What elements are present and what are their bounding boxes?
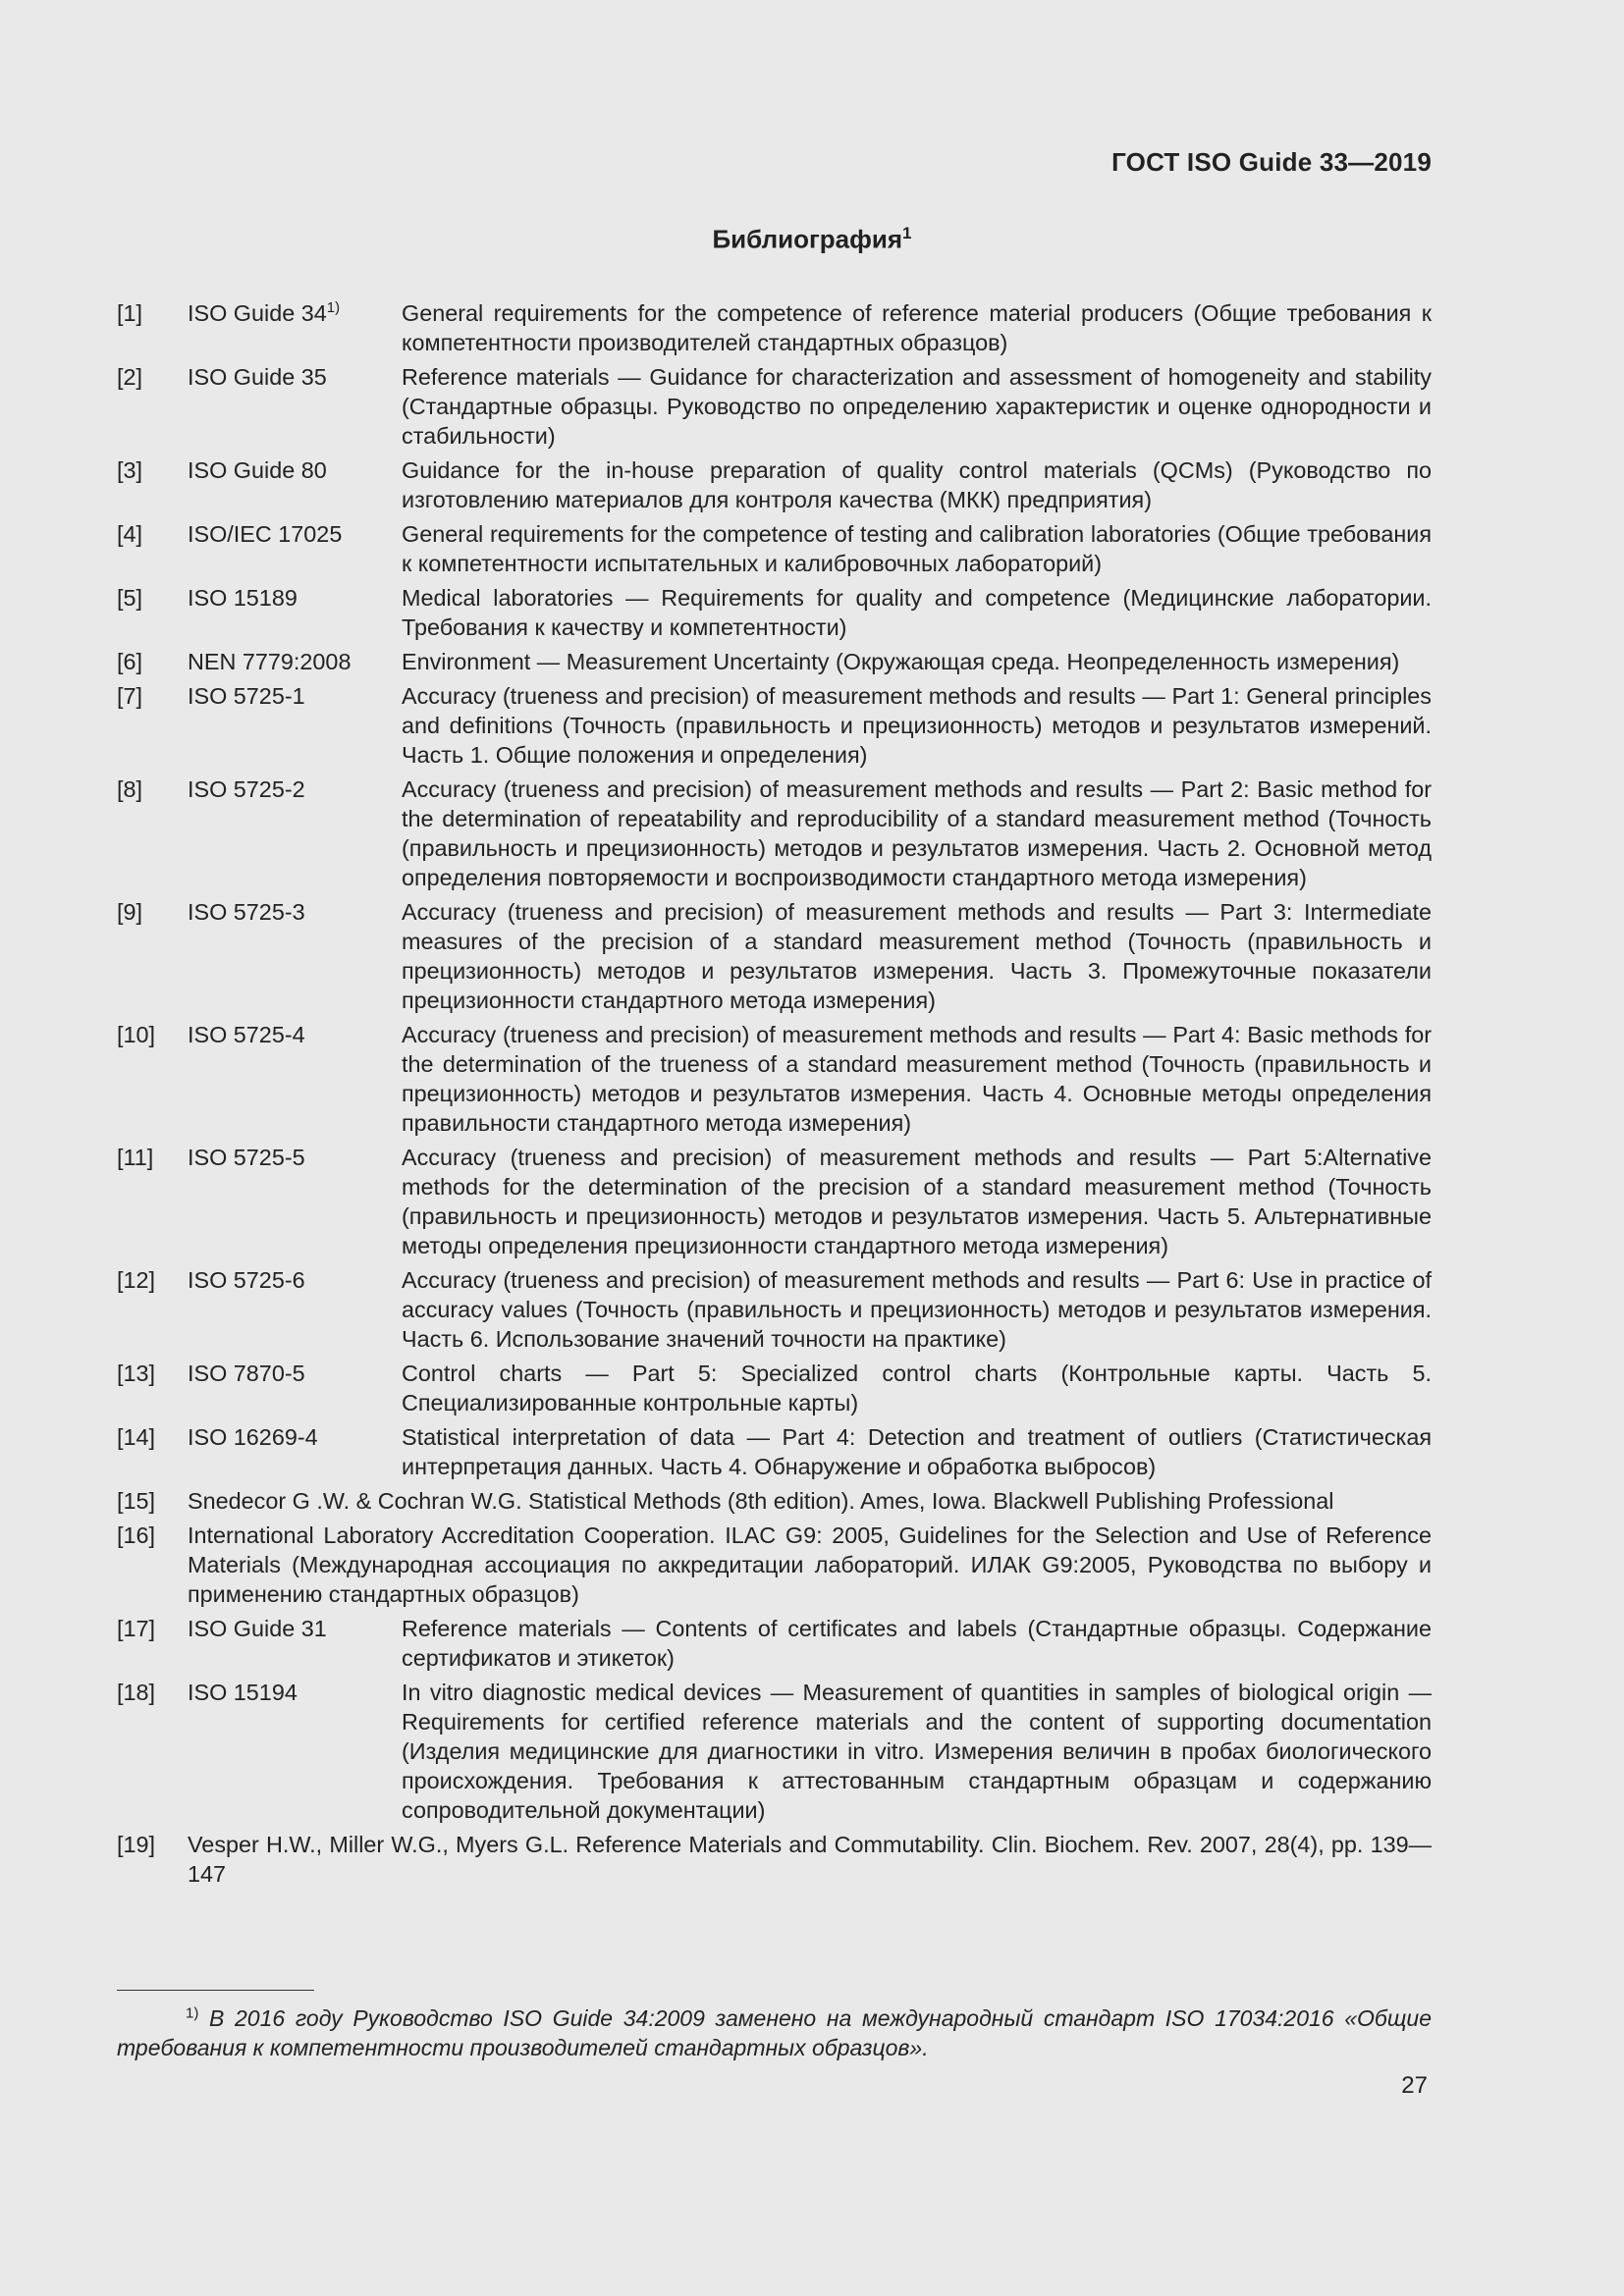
entry-standard-code-text: ISO Guide 34 [188, 300, 327, 326]
entry-standard-code-text: ISO 16269-4 [188, 1424, 318, 1450]
bibliography-entry [117, 1422, 1432, 1481]
entry-description: Accuracy (trueness and precision) of measurement methods and results — Part 2: Basic method for the determination of repeatability and reproducibility of a standard measurement method (Точность (правильность и прецизионность) методов и результатов измерения. Часть 2. Основной метод определения повторяемости и воспроизводимости стандартного метода измерения) [402, 776, 1432, 890]
entry-standard-code [188, 298, 402, 357]
entry-standard-code-text: ISO 5725-5 [188, 1145, 305, 1170]
entry-number: [8] [117, 776, 143, 802]
entry-standard-code [188, 362, 402, 451]
entry-number: [4] [117, 521, 143, 547]
entry-description: Accuracy (trueness and precision) of measurement methods and results — Part 5:Alternative methods for the determination of the precision of a standard measurement method (Точность (правильность и прецизионность) методов и результатов измерения. Часть 5. Альтернативные методы определения прецизионности стандартного метода измерения) [402, 1145, 1432, 1258]
entry-number: [14] [117, 1424, 156, 1450]
bibliography-entry [117, 1614, 1432, 1673]
entry-standard-code [188, 1143, 402, 1260]
entry-description: Accuracy (trueness and precision) of measurement methods and results — Part 1: General principles and definitions (Точность (правильность и прецизионность) методов и результатов измерений. Часть 1. Общие положения и определения) [402, 683, 1432, 768]
entry-footnote-mark: 1) [326, 299, 341, 317]
entry-description: In vitro diagnostic medical devices — Measurement of quantities in samples of biological origin — Requirements for certified reference materials and the content of supporting documentation (Изделия медицинские для диагностики in vitro. Измерения величин в пробах биологического происхождения. Требования к аттестованным стандартным образцам и содержанию сопроводительной документации) [402, 1680, 1432, 1823]
bibliography-entry [117, 298, 1432, 357]
entry-description: Reference materials — Contents of certificates and labels (Стандартные образцы. Содержание сертификатов и этикеток) [402, 1616, 1432, 1671]
bibliography-entry [117, 362, 1432, 451]
entry-standard-code [188, 1020, 402, 1138]
entry-description: General requirements for the competence of reference material producers (Общие требования к компетентности производителей стандартных образцов) [402, 300, 1432, 355]
bibliography-entry [117, 583, 1432, 642]
bibliography-entry [117, 681, 1432, 770]
entry-standard-code-text: ISO 5725-3 [188, 899, 305, 925]
bibliography-entry [117, 519, 1432, 578]
entry-description: Medical laboratories — Requirements for quality and competence (Медицинские лаборатории. Требования к качеству и компетентности) [402, 585, 1432, 640]
footnote-mark: 1) [186, 2004, 199, 2022]
bibliography-entry [117, 1143, 1432, 1260]
entry-description: Statistical interpretation of data — Part 4: Detection and treatment of outliers (Статистическая интерпретация данных. Часть 4. Обнаружение и обработка выбросов) [402, 1424, 1432, 1479]
entry-standard-code [188, 519, 402, 578]
footnote-divider [117, 1990, 314, 1991]
entry-standard-code-text: ISO 15189 [188, 585, 298, 611]
entry-standard-code-text: ISO 5725-1 [188, 683, 305, 709]
bibliography-entry [117, 1486, 1432, 1516]
entry-number: [17] [117, 1616, 156, 1641]
bibliography-entry [117, 1521, 1432, 1609]
entry-number: [11] [117, 1145, 154, 1170]
entry-number: [10] [117, 1022, 156, 1047]
entry-number: [13] [117, 1361, 156, 1386]
entry-standard-code-text: ISO Guide 31 [188, 1616, 327, 1641]
entry-description: Reference materials — Guidance for characterization and assessment of homogeneity and stability (Стандартные образцы. Руководство по определению характеристик и оценке однородности и стабильности) [402, 364, 1432, 449]
entry-number: [9] [117, 899, 143, 925]
footnote-text: В 2016 году Руководство ISO Guide 34:2009 заменено на международный стандарт ISO 17034:2016 «Общие требования к компетентности производителей стандартных образцов». [117, 2005, 1433, 2060]
entry-number: [7] [117, 683, 143, 709]
entry-description: Control charts — Part 5: Specialized control charts (Контрольные карты. Часть 5. Специализированные контрольные карты) [402, 1361, 1432, 1415]
entry-number: [16] [117, 1522, 156, 1548]
entry-number: [6] [117, 649, 143, 674]
entry-number: [2] [117, 364, 143, 390]
bibliography-entry [117, 1020, 1432, 1138]
entry-standard-code-text: ISO Guide 80 [188, 457, 327, 483]
entry-number: [15] [117, 1488, 156, 1514]
entry-description: Accuracy (trueness and precision) of measurement methods and results — Part 4: Basic methods for the determination of the trueness of a standard measurement method (Точность (правильность и прецизионность) методов и результатов измерения. Часть 4. Основные методы определения правильности стандартного метода измерения) [402, 1022, 1432, 1136]
entry-standard-code-text: ISO 7870-5 [188, 1361, 305, 1386]
entry-reference: Vesper H.W., Miller W.G., Myers G.L. Reference Materials and Commutability. Clin. Biochem. Rev. 2007, 28(4), pp. 139—147 [188, 1832, 1432, 1887]
entry-number: [18] [117, 1680, 156, 1705]
entry-description: Environment — Measurement Uncertainty (Окружающая среда. Неопределенность измерения) [402, 649, 1400, 674]
entry-standard-code-text: ISO 15194 [188, 1680, 298, 1705]
entry-standard-code [188, 583, 402, 642]
entry-description: Accuracy (trueness and precision) of measurement methods and results — Part 6: Use in practice of accuracy values (Точность (правильность и прецизионность) методов и результатов измерения. Часть 6. Использование значений точности на практике) [402, 1267, 1432, 1352]
bibliography-entry [117, 1265, 1432, 1354]
bibliography-list [117, 298, 1432, 1894]
entry-number: [3] [117, 457, 143, 483]
entry-reference: International Laboratory Accreditation Cooperation. ILAC G9: 2005, Guidelines for the Selection and Use of Reference Materials (Международная ассоциация по аккредитации лабораторий. ИЛАК G9:2005, Руководства по выбору и применению стандартных образцов) [188, 1522, 1432, 1607]
entry-standard-code-text: ISO/IEC 17025 [188, 521, 343, 547]
bibliography-entry [117, 1830, 1432, 1889]
entry-standard-code-text: ISO 5725-6 [188, 1267, 305, 1293]
entry-standard-code [188, 1359, 402, 1417]
entry-description: General requirements for the competence of testing and calibration laboratories (Общие требования к компетентности испытательных и калибровочных лабораторий) [402, 521, 1432, 576]
entry-description: Accuracy (trueness and precision) of measurement methods and results — Part 3: Intermediate measures of the precision of a standard measurement method (Точность (правильность и прецизионность) методов и результатов измерения. Часть 3. Промежуточные показатели прецизионности стандартного метода измерения) [402, 899, 1432, 1013]
entry-reference: Snedecor G .W. & Cochran W.G. Statistical Methods (8th edition). Ames, Iowa. Blackwell Publishing Professional [188, 1488, 1334, 1514]
entry-standard-code-text: NEN 7779:2008 [188, 649, 352, 674]
bibliography-entry [117, 455, 1432, 514]
entry-standard-code [188, 647, 402, 676]
entry-number: [19] [117, 1832, 156, 1857]
bibliography-entry [117, 1678, 1432, 1825]
page-number: 27 [1401, 2072, 1428, 2099]
entry-number: [1] [117, 300, 143, 326]
entry-standard-code [188, 897, 402, 1015]
entry-standard-code [188, 1265, 402, 1354]
bibliography-entry [117, 897, 1432, 1015]
title-footnote-mark: 1 [902, 224, 912, 242]
entry-number: [12] [117, 1267, 156, 1293]
section-title [0, 224, 1624, 255]
document-header: ГОСТ ISO Guide 33—2019 [1111, 147, 1432, 177]
entry-standard-code [188, 1614, 402, 1673]
entry-standard-code [188, 774, 402, 892]
entry-standard-code-text: ISO 5725-4 [188, 1022, 305, 1047]
entry-standard-code [188, 1678, 402, 1825]
entry-number: [5] [117, 585, 143, 611]
entry-standard-code [188, 681, 402, 770]
entry-standard-code-text: ISO 5725-2 [188, 776, 305, 802]
bibliography-entry [117, 647, 1432, 676]
entry-standard-code-text: ISO Guide 35 [188, 364, 327, 390]
bibliography-entry [117, 1359, 1432, 1417]
section-title-text: Библиография [712, 224, 903, 254]
entry-description: Guidance for the in-house preparation of quality control materials (QCMs) (Руководство по изготовлению материалов для контроля качества (МКК) предприятия) [402, 457, 1432, 512]
footnote [117, 2003, 1432, 2062]
bibliography-entry [117, 774, 1432, 892]
entry-standard-code [188, 1422, 402, 1481]
entry-standard-code [188, 455, 402, 514]
